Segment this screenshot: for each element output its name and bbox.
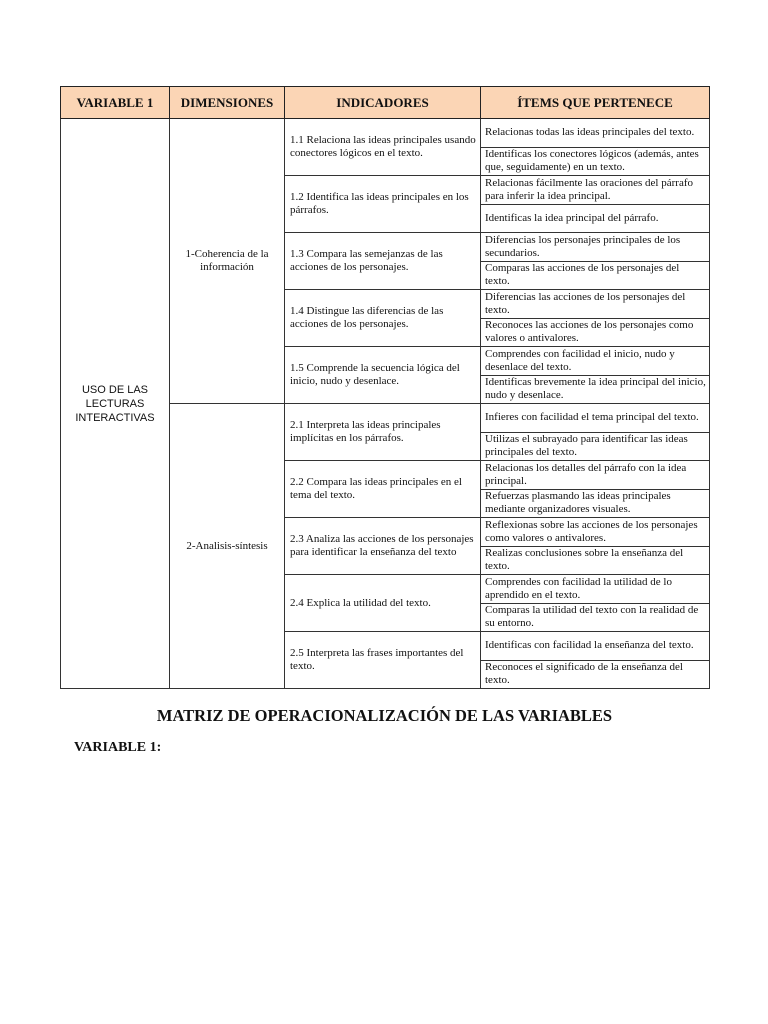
table-header [61, 87, 710, 119]
item-cell: Utilizas el subrayado para identificar las ideas principales del texto. [481, 432, 710, 461]
item-cell: Comprendes con facilidad la utilidad de lo aprendido en el texto. [481, 575, 710, 604]
header-dimensions: DIMENSIONES [170, 87, 285, 119]
table-row [61, 119, 710, 148]
item-cell: Comparas las acciones de los personajes del texto. [481, 261, 710, 290]
item-cell: Identificas la idea principal del párrafo. [481, 204, 710, 233]
indicator-cell: 2.3 Analiza las acciones de los personajes para identificar la enseñanza del texto [285, 518, 481, 575]
indicator-cell: 2.4 Explica la utilidad del texto. [285, 575, 481, 632]
indicator-cell: 1.5 Comprende la secuencia lógica del inicio, nudo y desenlace. [285, 347, 481, 404]
indicator-cell: 2.1 Interpreta las ideas principales implícitas en los párrafos. [285, 404, 481, 461]
variable-subtitle: VARIABLE 1: [74, 740, 162, 755]
item-cell: Comparas la utilidad del texto con la realidad de su entorno. [481, 603, 710, 632]
indicator-cell: 1.3 Compara las semejanzas de las acciones de los personajes. [285, 233, 481, 290]
item-cell: Identificas con facilidad la enseñanza del texto. [481, 632, 710, 661]
dimension-cell: 2-Analisis-síntesis [170, 404, 285, 689]
variable-cell: USO DE LAS LECTURAS INTERACTIVAS [61, 119, 170, 689]
item-cell: Identificas los conectores lógicos (además, antes que, seguidamente) en un texto. [481, 147, 710, 176]
indicator-cell: 1.2 Identifica las ideas principales en los párrafos. [285, 176, 481, 233]
indicator-cell: 2.2 Compara las ideas principales en el tema del texto. [285, 461, 481, 518]
item-cell: Relacionas los detalles del párrafo con la idea principal. [481, 461, 710, 490]
item-cell: Relacionas todas las ideas principales del texto. [481, 119, 710, 148]
item-cell: Comprendes con facilidad el inicio, nudo y desenlace del texto. [481, 347, 710, 376]
item-cell: Identificas brevemente la idea principal del inicio, nudo y desenlace. [481, 375, 710, 404]
document-title: MATRIZ DE OPERACIONALIZACIÓN DE LAS VARIABLES [156, 706, 613, 725]
item-cell: Diferencias los personajes principales de los secundarios. [481, 233, 710, 262]
item-cell: Reconoces las acciones de los personajes como valores o antivalores. [481, 318, 710, 347]
table-body [61, 119, 710, 689]
table-header-row [61, 87, 710, 119]
header-variable: VARIABLE 1 [61, 87, 170, 119]
item-cell: Infieres con facilidad el tema principal del texto. [481, 404, 710, 433]
item-cell: Refuerzas plasmando las ideas principales mediante organizadores visuales. [481, 489, 710, 518]
item-cell: Relacionas fácilmente las oraciones del párrafo para inferir la idea principal. [481, 176, 710, 205]
item-cell: Reconoces el significado de la enseñanza del texto. [481, 660, 710, 689]
indicator-cell: 1.1 Relaciona las ideas principales usando conectores lógicos en el texto. [285, 119, 481, 176]
item-cell: Reflexionas sobre las acciones de los personajes como valores o antivalores. [481, 518, 710, 547]
header-indicators: INDICADORES [285, 87, 481, 119]
operationalization-table [60, 86, 710, 689]
item-cell: Diferencias las acciones de los personajes del texto. [481, 290, 710, 319]
indicator-cell: 2.5 Interpreta las frases importantes del texto. [285, 632, 481, 689]
item-cell: Realizas conclusiones sobre la enseñanza del texto. [481, 546, 710, 575]
dimension-cell: 1-Coherencia de la información [170, 119, 285, 404]
header-items: ÍTEMS QUE PERTENECE [481, 87, 710, 119]
indicator-cell: 1.4 Distingue las diferencias de las acciones de los personajes. [285, 290, 481, 347]
